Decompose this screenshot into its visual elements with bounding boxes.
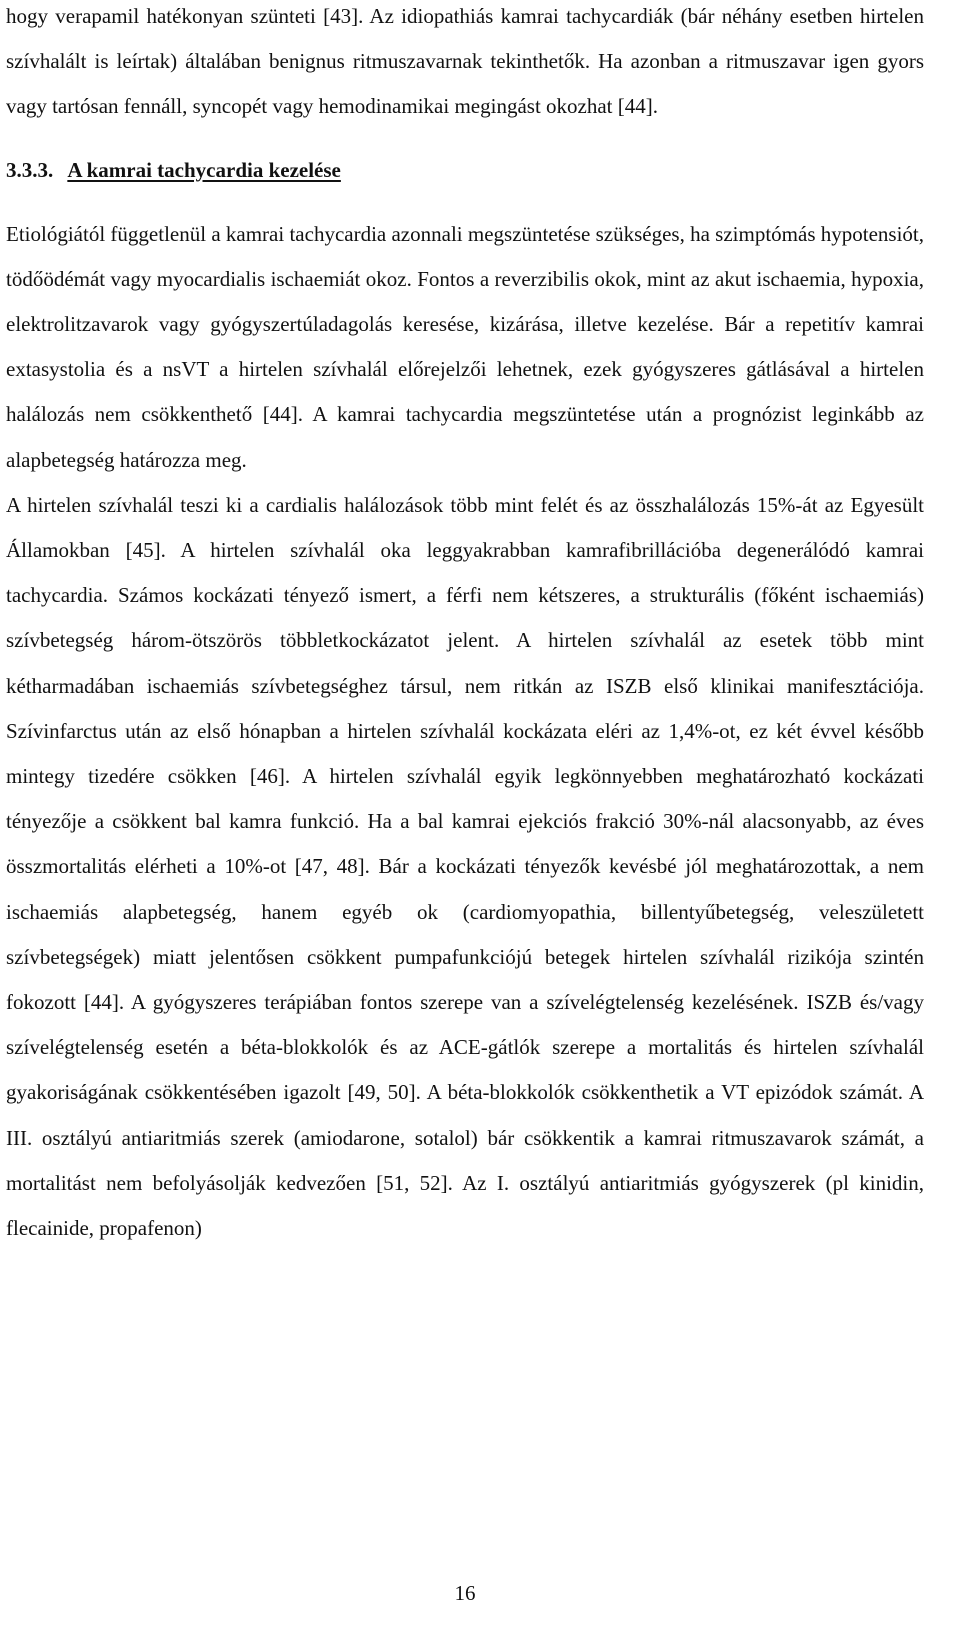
paragraph-intro: hogy verapamil hatékonyan szünteti [43]. Az idiopathiás kamrai tachycardiák (bár néhány esetben hirtelen szívhalált is leírtak) általában benignus ritmuszavarnak tekinthetők. Ha azonban a ritmuszavar igen gyors vagy tartósan fennáll, syncopét vagy hemodinamikai megingást okozhat [44]. — [6, 4, 924, 119]
paragraph-treatment: Etiológiától függetlenül a kamrai tachycardia azonnali megszüntetése szükséges, ha szimptómás hypotensiót, tödőödémát vagy myocardialis ischaemiát okoz. Fontos a reverzibilis okok, mint az akut ischaemia, hypoxia, elektrolitzavarok vagy gyógyszertúladagolás keresése, kizárása, illetve kezelése. Bár a repetitív kamrai extasystolia és a nsVT a hirtelen szívhalál előrejelzői lehetnek, ezek gyógyszeres gátlásával a hirtelen halálozás nem csökkenthető [44]. A kamrai tachycardia megszüntetése után a prognózist leginkább az alapbetegség határozza meg. — [6, 221, 924, 472]
paragraph-sudden-death: A hirtelen szívhalál teszi ki a cardialis halálozások több mint felét és az összhalálozás 15%-át az Egyesült Államokban [45]. A hirtelen szívhalál oka leggyakrabban kamrafibrillációba degenerálódó kamrai tachycardia. Számos kockázati tényező ismert, a férfi nem kétszeres, a strukturális (főként ischaemiás) szívbetegség három-ötszörös többletkockázatot jelent. A hirtelen szívhalál az esetek több mint kétharmadában ischaemiás szívbetegséghez társul, nem ritkán az ISZB első klinikai manifesztációja. Szívinfarctus után az első hónapban a hirtelen szívhalál kockázata eléri az 1,4%-ot, ez két évvel később mintegy tizedére csökken [46]. A hirtelen szívhalál egyik legkönnyebben meghatározható kockázati tényezője a csökkent bal kamra funkció. Ha a bal kamrai ejekciós frakció 30%-nál alacsonyabb, az éves összmortalitás elérheti a 10%-ot [47, 48]. Bár a kockázati tényezők kevésbé jól meghatározottak, a nem ischaemiás alapbetegség, hanem egyéb ok (cardiomyopathia, billentyűbetegség, veleszületett szívbetegségek) miatt jelentősen csökkent pumpafunkciójú betegek hirtelen szívhalál rizikója szintén fokozott [44]. A gyógyszeres terápiában fontos szerepe van a szívelégtelenség kezelésének. ISZB és/vagy szívelégtelenség esetén a béta-blokkolók és az ACE-gátlók szerepe a mortalitás és hirtelen szívhalál gyakoriságának csökkentésében igazolt [49, 50]. A béta-blokkolók csökkenthetik a VT epizódok számát. A III. osztályú antiaritmiás szerek (amiodarone, sotalol) bár csökkentik a kamrai ritmuszavarok számát, a mortalitást nem befolyásolják kedvezően [51, 52]. Az I. osztályú antiaritmiás gyógyszerek (pl kinidin, flecainide, propafenon) — [6, 492, 924, 1241]
section-heading — [6, 148, 924, 193]
section-title: A kamrai tachycardia kezelése — [67, 157, 341, 182]
document-page — [6, 0, 924, 1251]
section-number: 3.3.3. — [6, 157, 54, 182]
page-number: 16 — [454, 1581, 476, 1605]
